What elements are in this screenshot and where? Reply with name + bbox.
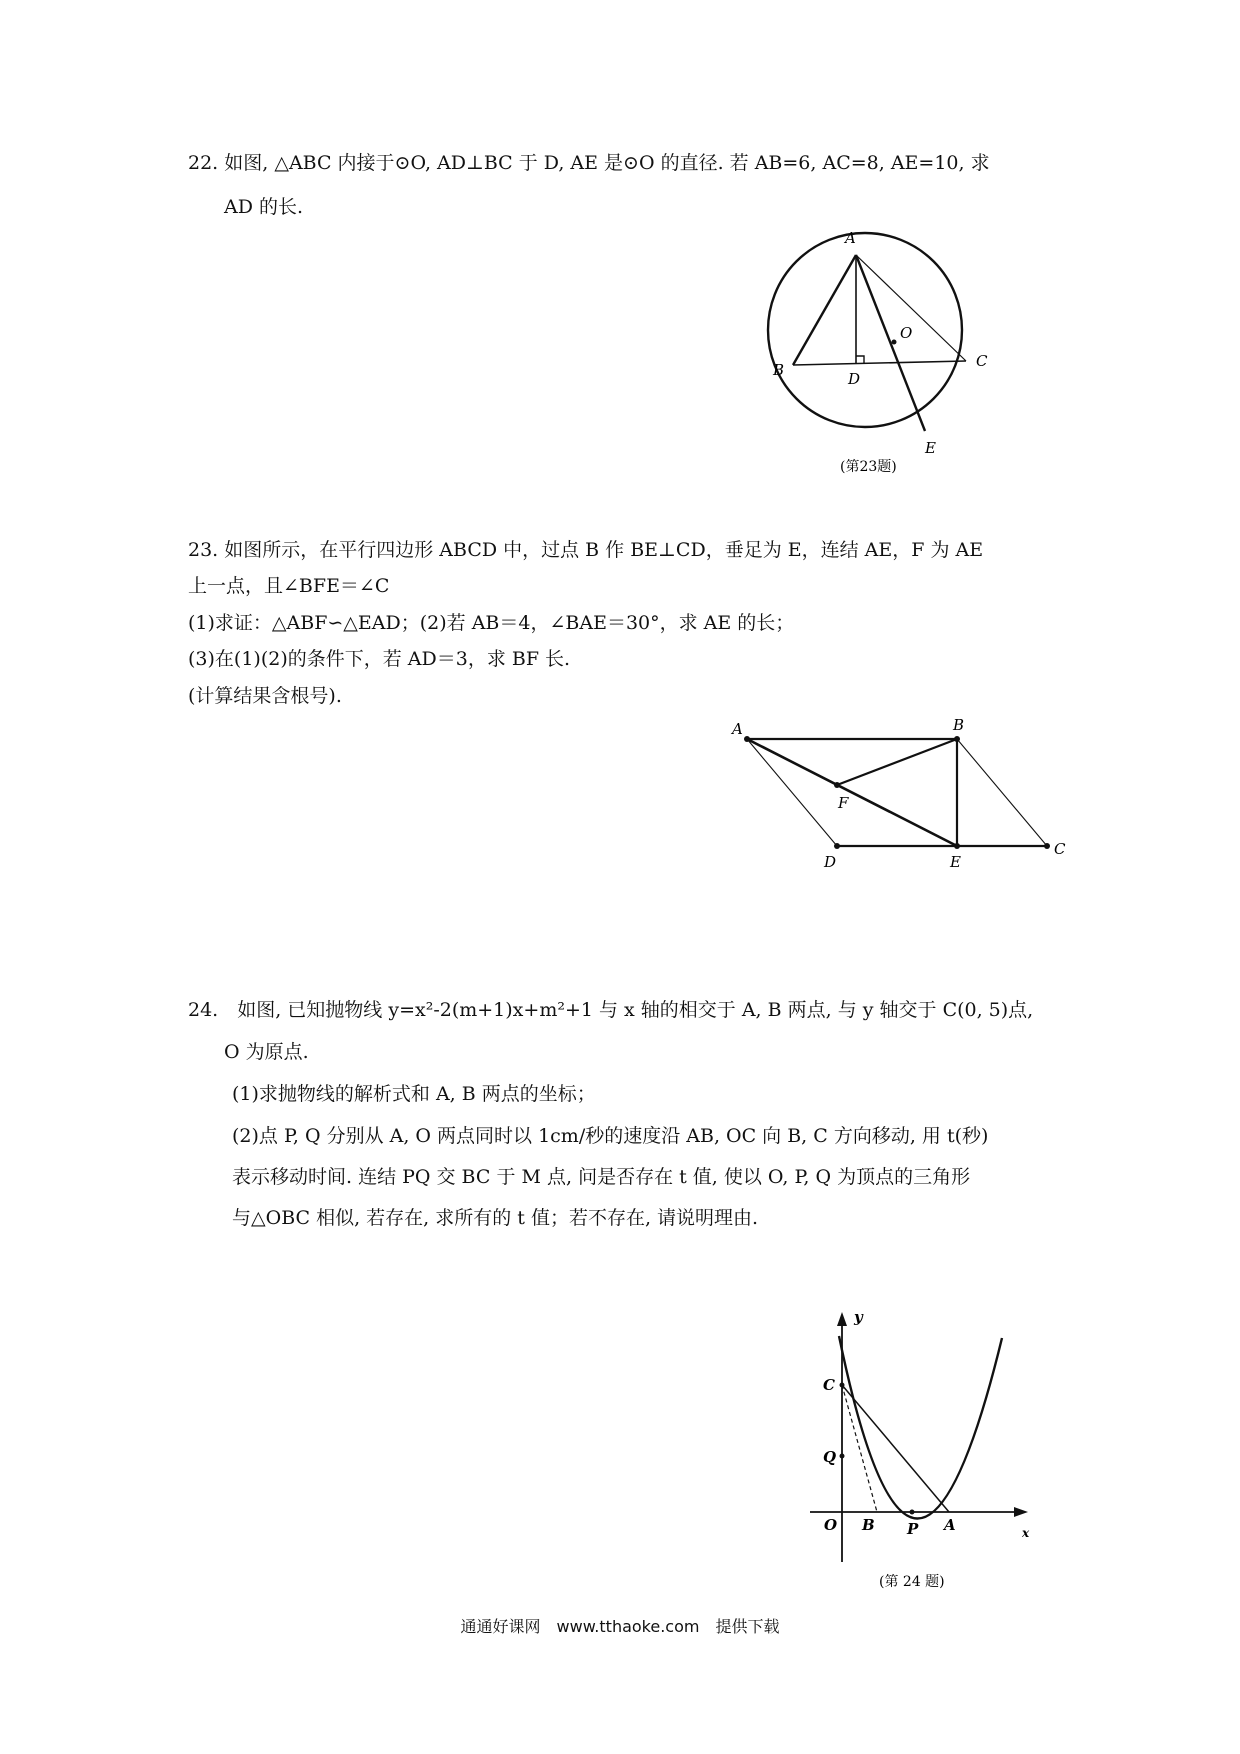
label-o: O [824,1516,838,1534]
point-q [840,1454,845,1459]
label-a: A [732,720,743,738]
label-b: B [953,716,965,734]
segment-ae [747,739,957,846]
label-f: F [838,794,849,812]
point-o [892,340,897,345]
y-axis-arrow [837,1312,847,1326]
q23-parallelogram-figure [720,712,1080,872]
q23-line4: (3)在(1)(2)的条件下，若 AD＝3，求 BF 长. [188,648,571,670]
point-c [1044,843,1050,849]
label-x: x [1022,1526,1030,1540]
label-c: C [1054,840,1066,858]
label-d: D [848,370,861,388]
q24-line6: 与△OBC 相似, 若存在, 求所有的 t 值；若不存在, 请说明理由. [232,1207,759,1229]
label-o: O [900,324,913,342]
q24-line1: 24. 如图, 已知抛物线 y=x²-2(m+1)x+m²+1 与 x 轴的相交于 A, B 两点, 与 y 轴交于 C(0, 5)点, [188,999,1034,1021]
q22-line1: 22. 如图, △ABC 内接于⊙O, AD⊥BC 于 D, AE 是⊙O 的直径. 若 AB=6, AC=8, AE=10, 求 [188,152,990,174]
label-b: B [862,1516,875,1534]
segment-ad [747,739,837,846]
segment-ae [856,255,925,431]
segment-bc [793,361,966,365]
q24-line4: (2)点 P, Q 分别从 A, O 两点同时以 1cm/秒的速度沿 AB, OC 向 B, C 方向移动, 用 t(秒) [232,1125,989,1147]
page-footer: 通通好课网 www.tthaoke.com 提供下载 [460,1617,780,1636]
label-a: A [845,229,856,247]
label-d: D [824,853,837,871]
segment-bf [837,739,957,785]
q24-line2: O 为原点. [224,1041,309,1063]
segment-cb [842,1385,877,1512]
label-c: C [823,1376,835,1394]
q22-line2: AD 的长. [224,196,304,218]
label-q: Q [823,1448,837,1466]
label-y: y [854,1308,863,1326]
q24-parabola-figure [810,1300,1070,1590]
point-p [910,1510,915,1515]
parabola-curve [839,1336,1002,1519]
q24-line3: (1)求抛物线的解析式和 A, B 两点的坐标； [232,1083,596,1105]
label-e: E [925,439,936,457]
label-c: C [976,352,988,370]
point-f [834,782,840,788]
segment-bc [957,739,1047,846]
q22-caption: (第23题) [840,459,897,475]
point-b [954,736,960,742]
label-b: B [773,361,785,379]
point-a [744,736,750,742]
x-axis-arrow [1014,1507,1028,1517]
q23-line2: 上一点，且∠BFE＝∠C [188,575,390,597]
point-d [834,843,840,849]
segment-ac [856,255,966,361]
label-p: P [907,1520,919,1538]
circle-o [768,233,962,427]
q23-line5: (计算结果含根号). [188,685,342,707]
q22-circle-figure [760,225,1020,485]
q23-line1: 23. 如图所示，在平行四边形 ABCD 中，过点 B 作 BE⊥CD，垂足为 E，连结 AE，F 为 AE [188,539,984,561]
label-a: A [944,1516,956,1534]
segment-ca [842,1385,949,1512]
q23-line3: (1)求证：△ABF∽△EAD；(2)若 AB＝4，∠BAE＝30°，求 AE 的长； [188,612,795,634]
point-e [954,843,960,849]
label-e: E [950,853,961,871]
q24-caption: (第 24 题) [879,1574,945,1590]
point-c [840,1383,845,1388]
segment-ab [793,255,856,365]
q24-line5: 表示移动时间. 连结 PQ 交 BC 于 M 点, 问是否存在 t 值, 使以 O, P, Q 为顶点的三角形 [232,1166,971,1188]
